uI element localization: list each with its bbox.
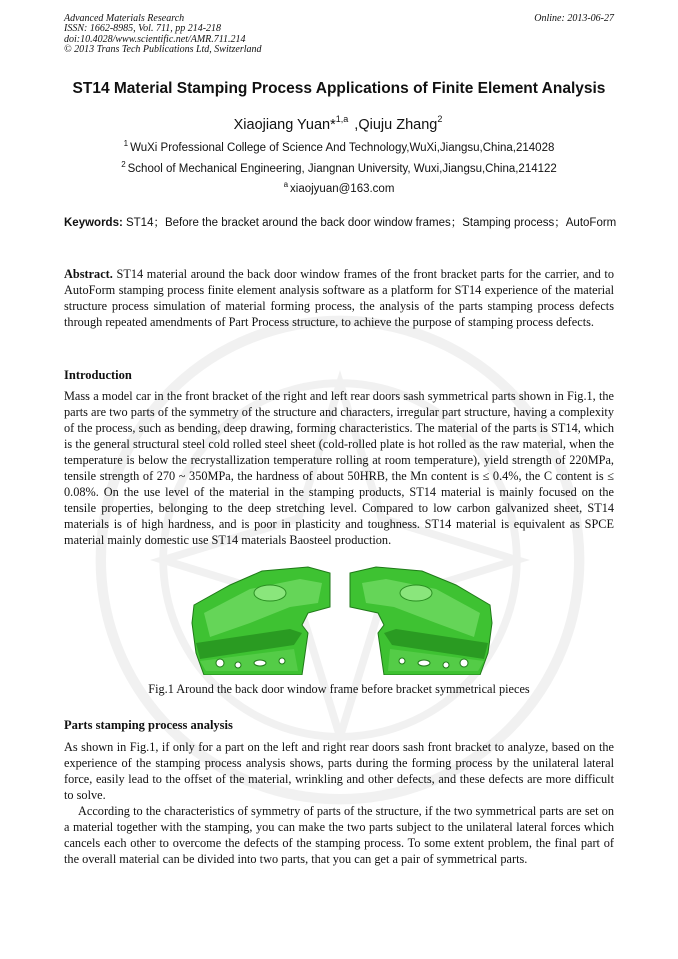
- abstract-label: Abstract.: [64, 267, 113, 281]
- author-1-sup: 1,a: [335, 114, 349, 124]
- online-date: Online: 2013-06-27: [534, 13, 614, 24]
- section-heading-parts-stamping: Parts stamping process analysis: [64, 718, 233, 732]
- paper-title: ST14 Material Stamping Process Applications of Finite Element Analysis: [72, 80, 606, 97]
- affiliation-2-sup: 2: [121, 160, 126, 169]
- abstract: [64, 266, 614, 330]
- journal-header: [64, 14, 262, 56]
- keywords-label: Keywords:: [64, 217, 123, 229]
- affiliation-2: [0, 160, 678, 175]
- keywords-text: ST14；Before the bracket around the back door window frames；Stamping process；AutoForm: [122, 217, 617, 229]
- affiliation-1: [0, 139, 678, 154]
- copyright-line: © 2013 Trans Tech Publications Ltd, Switzerland: [64, 44, 262, 56]
- doi-line: doi:10.4028/www.scientific.net/AMR.711.214: [64, 33, 246, 45]
- right-bracket-part: [350, 567, 492, 675]
- affiliation-1-text: WuXi Professional College of Science And Technology,WuXi,Jiangsu,China,214028: [130, 142, 555, 154]
- left-bracket-part: [192, 567, 330, 675]
- author-separator: ,: [350, 117, 359, 133]
- parts-stamping-paragraph-1: As shown in Fig.1, if only for a part on the left and right rear doors sash front bracket to analyze, based on the experience of the stamping process analysis shows, parts during the forming process by the unilateral lateral force, easily lead to the offset of the material, wrinkling and other defects, and these defects are more difficult to solve.: [64, 740, 614, 802]
- author-line: [0, 114, 678, 133]
- introduction-paragraph: Mass a model car in the front bracket of the right and left rear doors sash symmetrical parts shown in Fig.1, the parts are two parts of the symmetry of the structure and characters, irregular part structure, having a complexity of the process, such as bending, deep drawing, forming characteristics. The material of the parts is ST14, which is the general structural steel cold rolled steel sheet (cold-rolled plate is hot rolled as the raw material, when the temperature is below the recrystallization temperature rolling at room temperature), yield strength of 220MPa, tensile strength of 270 ~ 350MPa, the hardness of about 50HRB, the Mn content is ≤ 0.4%, the C content is ≤ 0.08%. On the use level of the material in the stamping products, ST14 material is mainly focused on the tensile properties, belonging to the deep stretching level. Compared to low carbon galvanized sheet, ST14 materials is of high hardness, and is poor in plasticity and toughness. ST14 material is equivalent as SPCE material mainly domestic use ST14 materials Baosteel production.: [64, 389, 614, 547]
- figure-1-caption: Fig.1 Around the back door window frame before bracket symmetrical pieces: [148, 682, 530, 696]
- figure-1-bracket-parts: [190, 563, 495, 675]
- abstract-text: ST14 material around the back door window frames of the front bracket parts for the carrier, and to AutoForm stamping process finite element analysis software as a platform for ST14 experience of the material structure process simulation of material forming process, the analysis of the parts stamping process defects through repeated amendments of Part Process structure, to achieve the purpose of stamping process defects.: [64, 267, 614, 329]
- keywords: [64, 216, 618, 231]
- affiliation-2-text: School of Mechanical Engineering, Jiangnan University, Wuxi,Jiangsu,China,214122: [127, 163, 557, 175]
- email-text: xiaojyuan@163.com: [290, 183, 395, 195]
- email-sup: a: [283, 180, 289, 189]
- journal-name: Advanced Materials Research: [64, 13, 185, 24]
- author-1: Xiaojiang Yuan*: [233, 117, 336, 133]
- parts-stamping-paragraph-2: According to the characteristics of symmetry of parts of the structure, if the two symmetrical parts are set on a material together with the stamping, you can make the two parts subject to the unilateral lateral forces which cancels each other to overcome the defects of the stamping process. To some extent problem, the final part of the overall material can be divided into two parts, that you can get a pair of symmetrical parts.: [64, 804, 614, 866]
- section-heading-introduction: Introduction: [64, 368, 132, 382]
- author-2: Qiuju Zhang: [358, 117, 438, 133]
- issn-line: ISSN: 1662-8985, Vol. 711, pp 214-218: [64, 23, 222, 35]
- affiliation-1-sup: 1: [123, 139, 129, 148]
- author-2-sup: 2: [437, 114, 443, 124]
- affiliation-email: [0, 180, 678, 195]
